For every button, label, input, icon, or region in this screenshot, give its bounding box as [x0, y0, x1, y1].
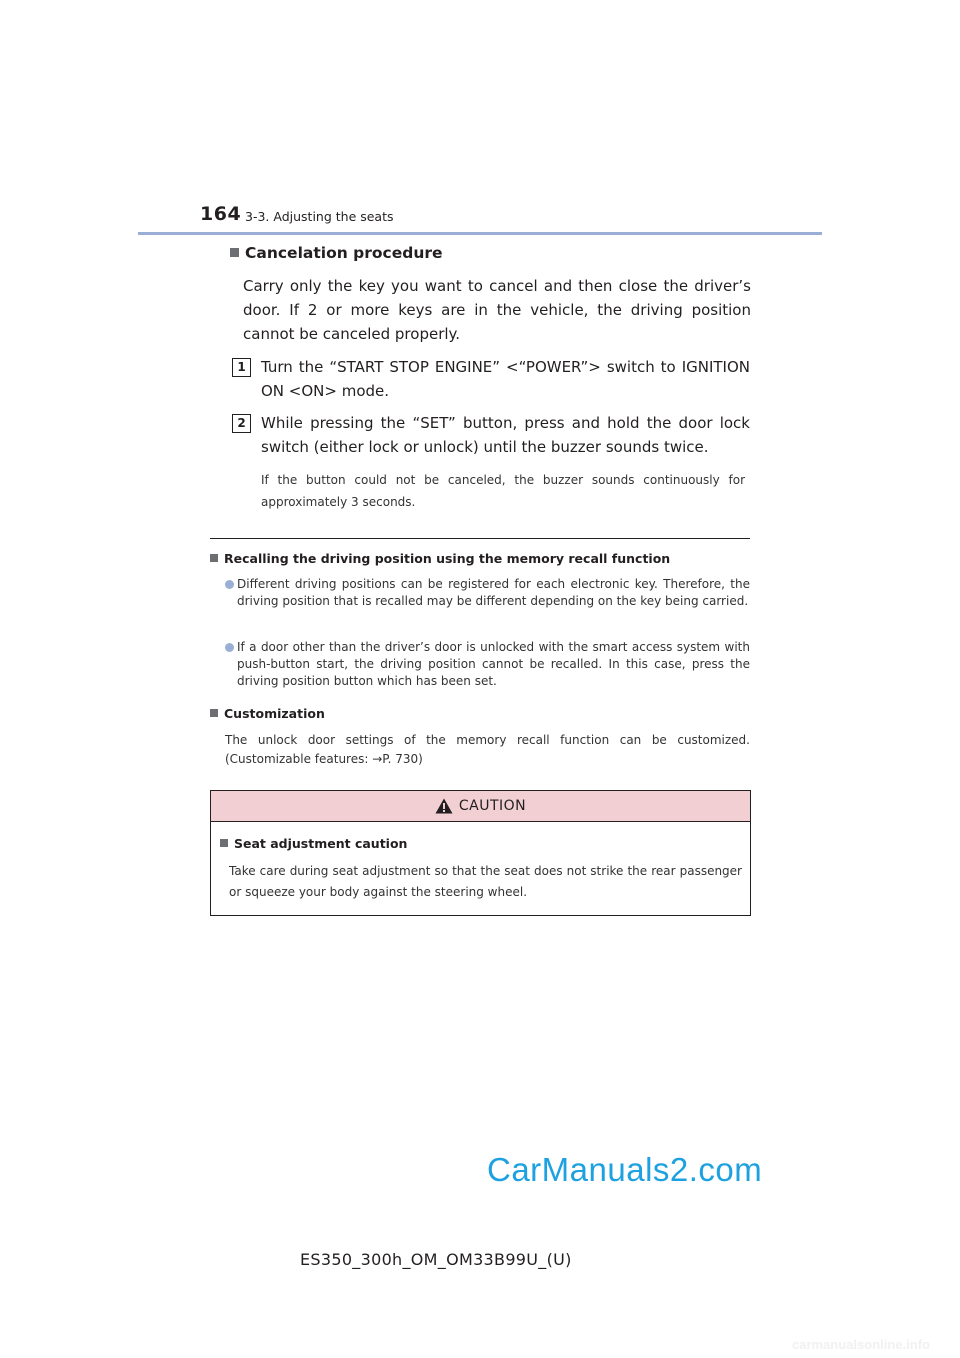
round-bullet-icon [225, 580, 234, 589]
step-1 [232, 355, 750, 403]
customization-heading [210, 706, 325, 721]
caution-label: CAUTION [458, 798, 527, 814]
header-rule [138, 232, 822, 235]
watermark-logo: CarManuals2.com [487, 1151, 763, 1188]
footer-code: ES350_300h_OM_OM33B99U_(U) [300, 1250, 572, 1269]
cancelation-heading [230, 244, 443, 262]
step-2 [232, 411, 750, 459]
caution-header [211, 791, 750, 822]
caution-heading-text: Seat adjustment caution [234, 836, 408, 851]
list-item [225, 576, 750, 610]
section-divider [210, 538, 750, 539]
cancelation-intro: Carry only the key you want to cancel and then close the driver’s door. If 2 or more keys are in the vehicle, the driving position cannot be canceled properly. [243, 277, 751, 343]
caution-box [210, 790, 751, 916]
step-text: Turn the “START STOP ENGINE” <“POWER”> switch to IGNITION ON <ON> mode. [261, 358, 750, 400]
cancelation-heading-text: Cancelation procedure [245, 244, 443, 262]
list-item [225, 639, 750, 690]
step-number-badge: 1 [232, 358, 251, 377]
square-bullet-icon [210, 709, 218, 717]
cancelation-note: If the button could not be canceled, the buzzer sounds continuously for approximately 3 seconds. [261, 473, 745, 509]
section-title: 3-3. Adjusting the seats [245, 209, 394, 224]
warning-triangle-icon [435, 798, 453, 814]
recall-heading [210, 551, 670, 566]
recall-heading-text: Recalling the driving position using the memory recall function [224, 551, 671, 566]
customization-text: The unlock door settings of the memory recall function can be customized. (Customizable features: →P. 730) [225, 733, 750, 766]
step-text: While pressing the “SET” button, press and hold the door lock switch (either lock or unlock) until the buzzer sounds twice. [261, 414, 750, 456]
caution-heading [220, 836, 407, 851]
list-item-text: If a door other than the driver’s door is unlocked with the smart access system with push-button start, the driving position cannot be recalled. In this case, press the driving position button which has been set. [237, 640, 750, 688]
square-bullet-icon [230, 248, 239, 257]
list-item-text: Different driving positions can be registered for each electronic key. Therefore, the driving position that is recalled may be different depending on the key being carried. [237, 577, 750, 608]
round-bullet-icon [225, 643, 234, 652]
step-number-badge: 2 [232, 414, 251, 433]
site-watermark: carmanualsonline.info [792, 1337, 930, 1352]
customization-heading-text: Customization [224, 706, 325, 721]
page-number: 164 [200, 203, 242, 225]
caution-text: Take care during seat adjustment so that the seat does not strike the rear passenger or squeeze your body against the steering wheel. [229, 864, 742, 899]
square-bullet-icon [220, 839, 228, 847]
square-bullet-icon [210, 554, 218, 562]
